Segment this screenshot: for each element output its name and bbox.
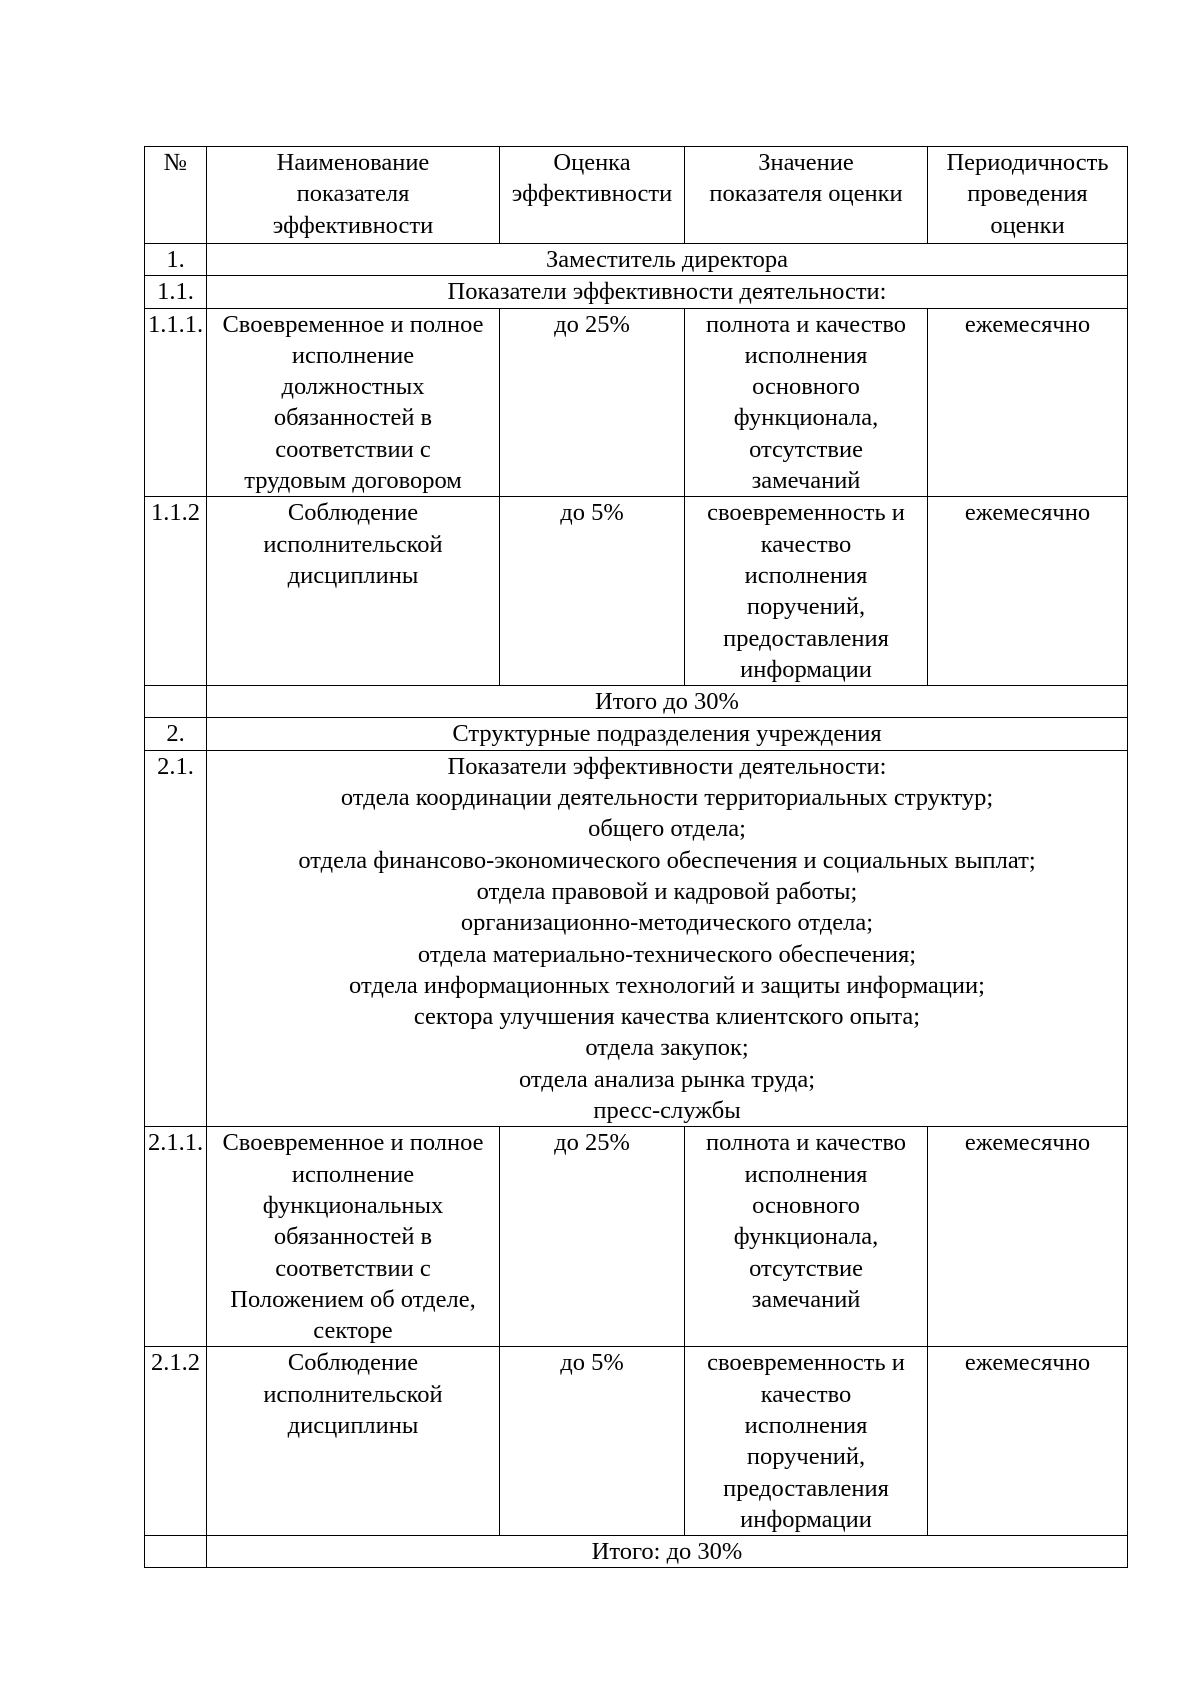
- indicator-period: ежемесячно: [928, 308, 1128, 497]
- row-num: 2.1.1.: [145, 1127, 207, 1347]
- indicator-score: до 5%: [500, 1347, 685, 1536]
- header-score: Оценка эффективности: [500, 147, 685, 244]
- section-title: Заместитель директора: [207, 244, 1128, 276]
- indicator-name: Соблюдение исполнительской дисциплины: [207, 497, 500, 686]
- subsection-row: [145, 750, 1128, 1127]
- row-num: 2.1.: [145, 750, 207, 1127]
- department-item: отдела правовой и кадровой работы;: [476, 877, 858, 905]
- row-num: 1.1.1.: [145, 308, 207, 497]
- subsection-cell: [207, 750, 1128, 1127]
- department-item: отдела координации деятельности территориальных структур;: [340, 784, 994, 812]
- department-item: пресс-службы: [593, 1097, 741, 1125]
- row-num: 2.1.2: [145, 1347, 207, 1536]
- row-num-empty: [145, 686, 207, 718]
- department-item: организационно-методического отдела;: [460, 909, 874, 937]
- department-item: отдела информационных технологий и защиты информации;: [349, 971, 985, 999]
- section-title: Структурные подразделения учреждения: [207, 718, 1128, 750]
- indicator-score: до 25%: [500, 1127, 685, 1347]
- indicator-period: ежемесячно: [928, 497, 1128, 686]
- subsection-title: Показатели эффективности деятельности:: [447, 752, 887, 780]
- total-label: Итого до 30%: [207, 686, 1128, 718]
- department-item: отдела финансово-экономического обеспечения и социальных выплат;: [298, 846, 1036, 874]
- indicator-score: до 5%: [500, 497, 685, 686]
- total-label: Итого: до 30%: [207, 1536, 1128, 1568]
- indicator-period: ежемесячно: [928, 1127, 1128, 1347]
- header-value: Значение показателя оценки: [685, 147, 928, 244]
- indicator-name: Своевременное и полное исполнение функциональных обязанностей в соответствии с Положением об отделе, секторе: [207, 1127, 500, 1347]
- section-row: [145, 244, 1128, 276]
- department-item: сектора улучшения качества клиентского опыта;: [413, 1003, 921, 1031]
- indicator-name: Соблюдение исполнительской дисциплины: [207, 1347, 500, 1536]
- department-item: отдела материально-технического обеспечения;: [417, 940, 917, 968]
- department-item: отдела закупок;: [585, 1034, 749, 1062]
- indicator-value: своевременность и качество исполнения поручений, предоставления информации: [685, 497, 928, 686]
- table-row: [145, 308, 1128, 497]
- subsection-row: [145, 276, 1128, 308]
- table-header-row: [145, 147, 1128, 244]
- indicator-value: полнота и качество исполнения основного функционала, отсутствие замечаний: [685, 308, 928, 497]
- total-row: [145, 1536, 1128, 1568]
- row-num: 1.: [145, 244, 207, 276]
- header-period: Периодичность проведения оценки: [928, 147, 1128, 244]
- table-row: [145, 1127, 1128, 1347]
- row-num: 1.1.: [145, 276, 207, 308]
- indicator-name: Своевременное и полное исполнение должностных обязанностей в соответствии с трудовым договором: [207, 308, 500, 497]
- row-num: 1.1.2: [145, 497, 207, 686]
- department-item: общего отдела;: [588, 815, 746, 843]
- row-num: 2.: [145, 718, 207, 750]
- indicator-value: полнота и качество исполнения основного функционала, отсутствие замечаний: [685, 1127, 928, 1347]
- table-row: [145, 1347, 1128, 1536]
- table-row: [145, 497, 1128, 686]
- row-num-empty: [145, 1536, 207, 1568]
- subsection-title: Показатели эффективности деятельности:: [207, 276, 1128, 308]
- indicator-period: ежемесячно: [928, 1347, 1128, 1536]
- indicator-score: до 25%: [500, 308, 685, 497]
- header-num: №: [145, 147, 207, 244]
- indicator-value: своевременность и качество исполнения поручений, предоставления информации: [685, 1347, 928, 1536]
- performance-indicators-table: [144, 146, 1128, 1568]
- section-row: [145, 718, 1128, 750]
- department-item: отдела анализа рынка труда;: [518, 1065, 816, 1093]
- header-name: Наименование показателя эффективности: [207, 147, 500, 244]
- total-row: [145, 686, 1128, 718]
